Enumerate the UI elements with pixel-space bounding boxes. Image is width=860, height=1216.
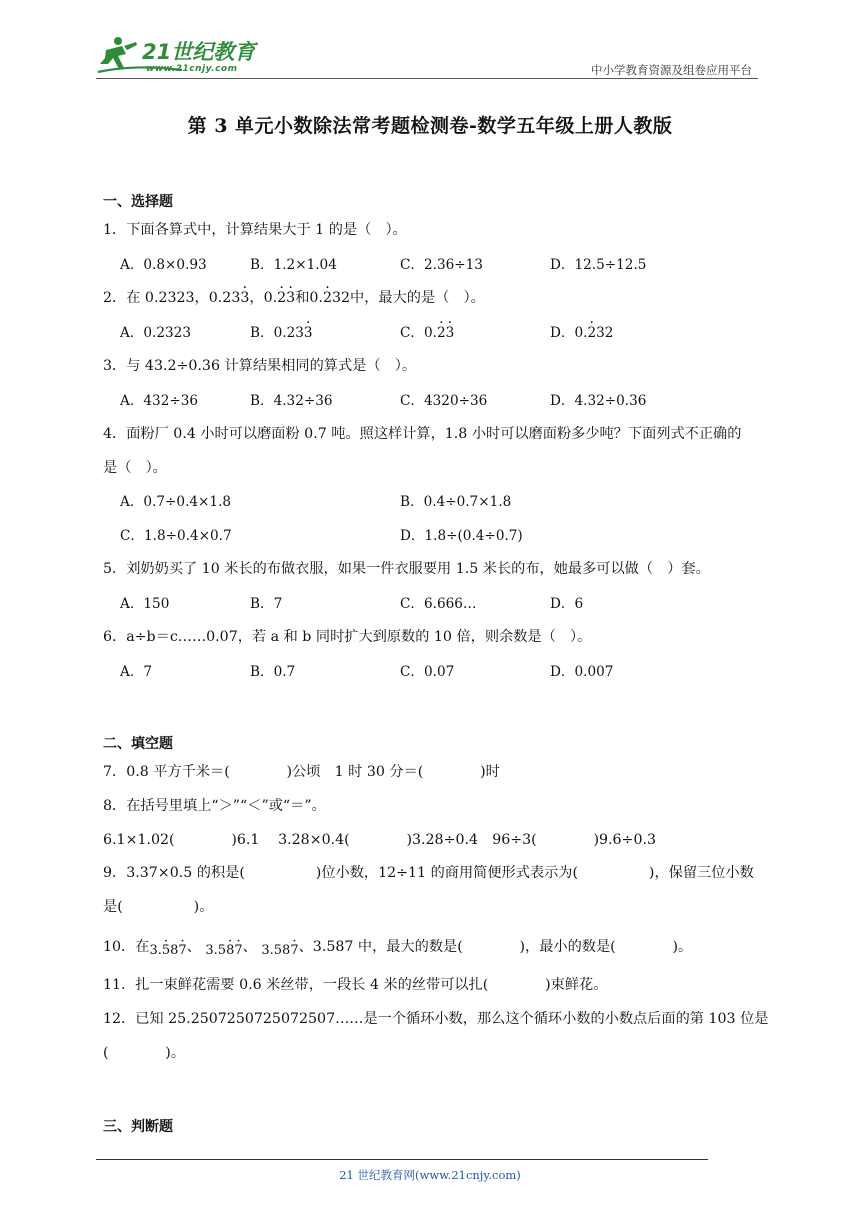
q2-number-2: 0.2 ·3 · — [264, 290, 296, 306]
logo-url: www.21cnjy.com — [146, 64, 238, 74]
q2-option-a[interactable]: A．0.2323 — [120, 325, 191, 341]
q1-option-b[interactable]: B．1.2×1.04 — [250, 257, 337, 273]
q2-suffix: 中，最大的是（ ）。 — [350, 290, 485, 306]
q5-option-d[interactable]: D．6 — [550, 596, 584, 612]
page-header — [96, 30, 758, 80]
q2-prefix: 2．在 0.2323， — [103, 290, 209, 306]
question-4-line-1: 4．面粉厂 0.4 小时可以磨面粉 0.7 吨。照这样计算，1.8 小时可以磨面粉多少吨？下面列式不正确的 — [103, 426, 742, 442]
question-3: 3．与 43.2÷0.36 计算结果相同的算式是（ ）。 — [103, 358, 417, 374]
q2-number-3: 0.2 ·32 — [309, 290, 350, 306]
q5-option-a[interactable]: A．150 — [120, 596, 170, 612]
question-6: 6．a÷b＝c……0.07，若 a 和 b 同时扩大到原数的 10 倍，则余数是（ ）。 — [103, 629, 592, 645]
q10-number-1: 3.5 ·87 · — [149, 943, 186, 958]
header-divider — [96, 78, 758, 79]
question-10: 10．在3.5 ·87 ·、 3.58 ·7 ·、 3.587 ·、3.587 中，最大的数是( )，最小的数是( )。 — [103, 936, 692, 958]
q5-option-c[interactable]: C．6.666… — [400, 596, 477, 612]
question-11: 11．扎一束鲜花需要 0.6 米丝带，一段长 4 米的丝带可以扎( )束鲜花。 — [103, 977, 608, 993]
q4-option-b[interactable]: B．0.4÷0.7×1.8 — [400, 494, 512, 510]
footer-link[interactable]: 21 世纪教育网(www.21cnjy.com) — [339, 1168, 521, 1182]
question-4-line-2: 是（ ）。 — [103, 460, 167, 476]
site-logo[interactable] — [96, 34, 266, 78]
question-1: 1．下面各算式中，计算结果大于 1 的是（ ）。 — [103, 222, 407, 238]
q3-option-d[interactable]: D．4.32÷0.36 — [550, 393, 647, 409]
q2-option-b[interactable]: B．0.233 · — [250, 321, 313, 341]
q2-number-1: 0.233 · — [209, 290, 250, 306]
footer-divider — [96, 1159, 708, 1160]
question-9-line-1: 9．3.37×0.5 的积是( )位小数，12÷11 的商用简便形式表示为( )，保留三位小数 — [103, 865, 754, 881]
section-fill-blank: 二、填空题 — [103, 736, 173, 752]
q6-option-a[interactable]: A．7 — [120, 664, 153, 680]
q3-option-a[interactable]: A．432÷36 — [120, 393, 199, 409]
q2-option-c[interactable]: C．0.2 ·3 · — [400, 321, 454, 341]
q4-option-a[interactable]: A．0.7÷0.4×1.8 — [120, 494, 232, 510]
question-8-items: 6.1×1.02( )6.1 3.28×0.4( )3.28÷0.4 96÷3( )9.6÷0.3 — [103, 832, 657, 848]
q1-option-a[interactable]: A．0.8×0.93 — [120, 257, 207, 273]
question-7: 7．0.8 平方千米＝( )公顷 1 时 30 分＝( )时 — [103, 764, 500, 780]
q6-option-d[interactable]: D．0.007 — [550, 664, 614, 680]
q4-option-c[interactable]: C．1.8÷0.4×0.7 — [120, 528, 232, 544]
question-9-line-2: 是( )。 — [103, 899, 214, 915]
question-8: 8．在括号里填上“＞”“＜”或“＝”。 — [103, 798, 326, 814]
q1-option-c[interactable]: C．2.36÷13 — [400, 257, 483, 273]
question-12-line-2: ( )。 — [103, 1045, 186, 1061]
q6-option-b[interactable]: B．0.7 — [250, 664, 296, 680]
q6-option-c[interactable]: C．0.07 — [400, 664, 455, 680]
q3-option-b[interactable]: B．4.32÷36 — [250, 393, 333, 409]
question-12-line-1: 12．已知 25.2507250725072507……是一个循环小数，那么这个循环小数的小数点后面的第 103 位是 — [103, 1011, 769, 1027]
q10-number-3: 3.587 · — [261, 943, 298, 958]
q3-option-c[interactable]: C．4320÷36 — [400, 393, 488, 409]
section-true-false: 三、判断题 — [103, 1119, 173, 1135]
q10-number-2: 3.58 ·7 · — [205, 943, 242, 958]
q5-option-b[interactable]: B．7 — [250, 596, 283, 612]
q2-option-d[interactable]: D．0.2 ·32 — [550, 321, 613, 341]
q4-option-d[interactable]: D．1.8÷(0.4÷0.7) — [400, 528, 523, 544]
platform-name: 中小学教育资源及组卷应用平台 — [591, 63, 752, 77]
page-title: 第 3 单元小数除法常考题检测卷-数学五年级上册人教版 — [187, 115, 673, 137]
question-5: 5．刘奶奶买了 10 米长的布做衣服，如果一件衣服要用 1.5 米长的布，她最多可以做（ ）套。 — [103, 561, 710, 577]
q1-option-d[interactable]: D．12.5÷12.5 — [550, 257, 647, 273]
question-2: 2．在 0.2323，0.233 ·，0.2 ·3 ·和0.2 ·32中，最大的是（ ）。 — [103, 287, 485, 307]
section-choice: 一、选择题 — [103, 194, 173, 210]
logo-text: 21世纪教育 — [142, 40, 256, 64]
